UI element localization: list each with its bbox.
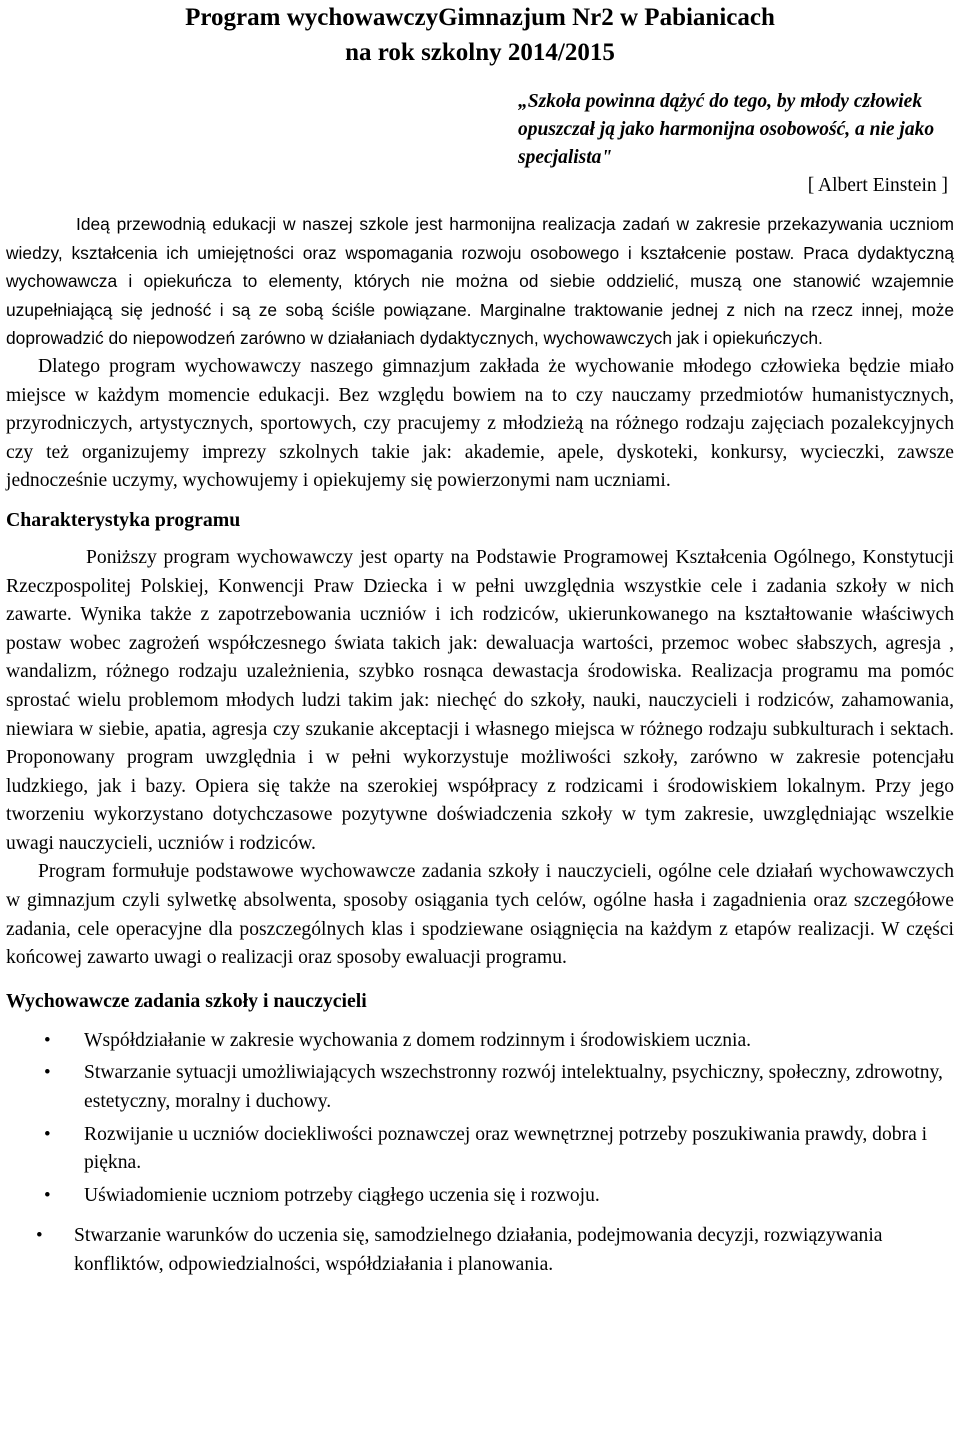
bullet-icon: • — [36, 1225, 43, 1247]
motto-author: [ Albert Einstein ] — [807, 175, 948, 196]
section-heading-tasks: Wychowawcze zadania szkoły i nauczycieli — [6, 989, 367, 1012]
list-item — [6, 1027, 954, 1056]
bullet-icon: • — [44, 1029, 51, 1051]
characteristics-paragraph-2: Program formułuje podstawowe wychowawcze zadania szkoły i nauczycieli, ogólne cele działań wychowawczych w gimnazjum czyli sylwetkę absolwenta, sposoby osiągania tych celów, ogólne hasła i zagadnienia oraz szczegółowe zadania, cele operacyjne dla poszczególnych klas i spodziewane osiągnięcia na każdym z etapów realizacji. W części końcowej zawarto uwagi o realizacji oraz sposoby ewaluacji programu. — [6, 861, 954, 969]
title-line-2: na rok szkolny 2014/2015 — [345, 39, 615, 66]
list-item-text: Stwarzanie warunków do uczenia się, samodzielnego działania, podejmowania decyzji, rozwiązywania konfliktów, odpowiedzialności, współdziałania i planowania. — [74, 1225, 883, 1275]
characteristics-paragraph-1: Poniższy program wychowawczy jest oparty na Podstawie Programowej Kształcenia Ogólnego, Konstytucji Rzeczpospolitej Polskiej, Konwencji Praw Dziecka i w pełni uwzględnia wszystkie cele i zadania szkoły w nich zawarte. Wynika także z zapotrzebowania uczniów i ich rodziców, ukierunkowanego na kształtowanie właściwych postaw wobec zagrożeń współczesnego świata takich jak: dewaluacja wartości, przemoc wobec słabszych, agresja , wandalizm, różnego rodzaju uzależnienia, szybko rosnąca dewastacja środowiska. Realizacja programu ma pomóc sprostać wielu problemom młodych ludzi takim jak: niechęć do szkoły, nauki, nauczycieli i rodziców, zahamowania, niewiara w siebie, apatia, agresja czy szukanie akceptacji i własnego miejsca w różnego rodzaju subkulturach i sektach. Proponowany program uwzględnia i w pełni wykorzystuje możliwości szkoły, zarówno w zakresie potencjału ludzkiego, jak i bazy. Opiera się także na szerokiej współpracy z rodzicami i środowiskiem lokalnym. Przy jego tworzeniu wykorzystano dotychczasowe pozytywne doświadczenia szkoły w tym zakresie, uwzględniając wszelkie uwagi nauczycieli, uczniów i rodziców. — [6, 546, 954, 854]
list-item — [6, 1059, 954, 1116]
title-line-1: Program wychowawczyGimnazjum Nr2 w Pabianicach — [185, 4, 775, 31]
list-item-text: Rozwijanie u uczniów dociekliwości poznawczej oraz wewnętrznej potrzeby poszukiwania prawdy, dobra i piękna. — [84, 1123, 928, 1174]
bullet-icon: • — [44, 1062, 51, 1084]
document-title — [6, 0, 954, 70]
motto-quote: „Szkoła powinna dążyć do tego, by młody człowiek opuszczał ją jako harmonijna osobowość, a nie jako specjalista" — [518, 91, 935, 168]
list-item-text: Stwarzanie sytuacji umożliwiających wszechstronny rozwój intelektualny, psychiczny, społeczny, zdrowotny, estetyczny, moralny i duchowy. — [84, 1062, 943, 1113]
section-heading-characteristics: Charakterystyka programu — [6, 508, 241, 531]
list-item-text: Współdziałanie w zakresie wychowania z domem rodzinnym i środowiskiem ucznia. — [84, 1029, 752, 1051]
list-item-text: Uświadomienie uczniom potrzeby ciągłego uczenia się i rozwoju. — [84, 1184, 600, 1206]
bullet-icon: • — [44, 1184, 51, 1206]
list-item — [6, 1121, 954, 1178]
intro-paragraph-1: Ideą przewodnią edukacji w naszej szkole jest harmonijna realizacja zadań w zakresie przekazywania uczniom wiedzy, kształcenia ich umiejętności oraz wspomagania rozwoju osobowego i kształcenie postaw. Praca dydaktyczną wychowawcza i opiekuńcza to elementy, których nie można od siebie oddzielić, muszą one stanowić wzajemnie uzupełniającą się jedność i są ze sobą ściśle powiązane. Marginalne traktowanie jednej z nich na rzecz innej, może doprowadzić do niepowodzeń zarówno w działaniach dydaktycznych, wychowawczych jak i opiekuńczych. — [6, 214, 954, 349]
list-item — [6, 1182, 954, 1211]
list-item — [6, 1222, 954, 1279]
tasks-list — [6, 1027, 954, 1280]
intro-paragraph-2: Dlatego program wychowawczy naszego gimnazjum zakłada że wychowanie młodego człowieka będzie miało miejsce w każdym momencie edukacji. Bez względu bowiem na to czy nauczamy przedmiotów humanistycznych, przyrodniczych, artystycznych, sportowych, czy pracujemy z młodzieżą na różnego rodzaju zajęciach pozalekcyjnych czy też organizujemy imprezy szkolnych takie jak: akademie, apele, dyskoteki, konkursy, wycieczki, zawsze jednocześnie uczymy, wychowujemy i opiekujemy się powierzonymi nam uczniami. — [6, 355, 954, 492]
bullet-icon: • — [44, 1123, 51, 1145]
